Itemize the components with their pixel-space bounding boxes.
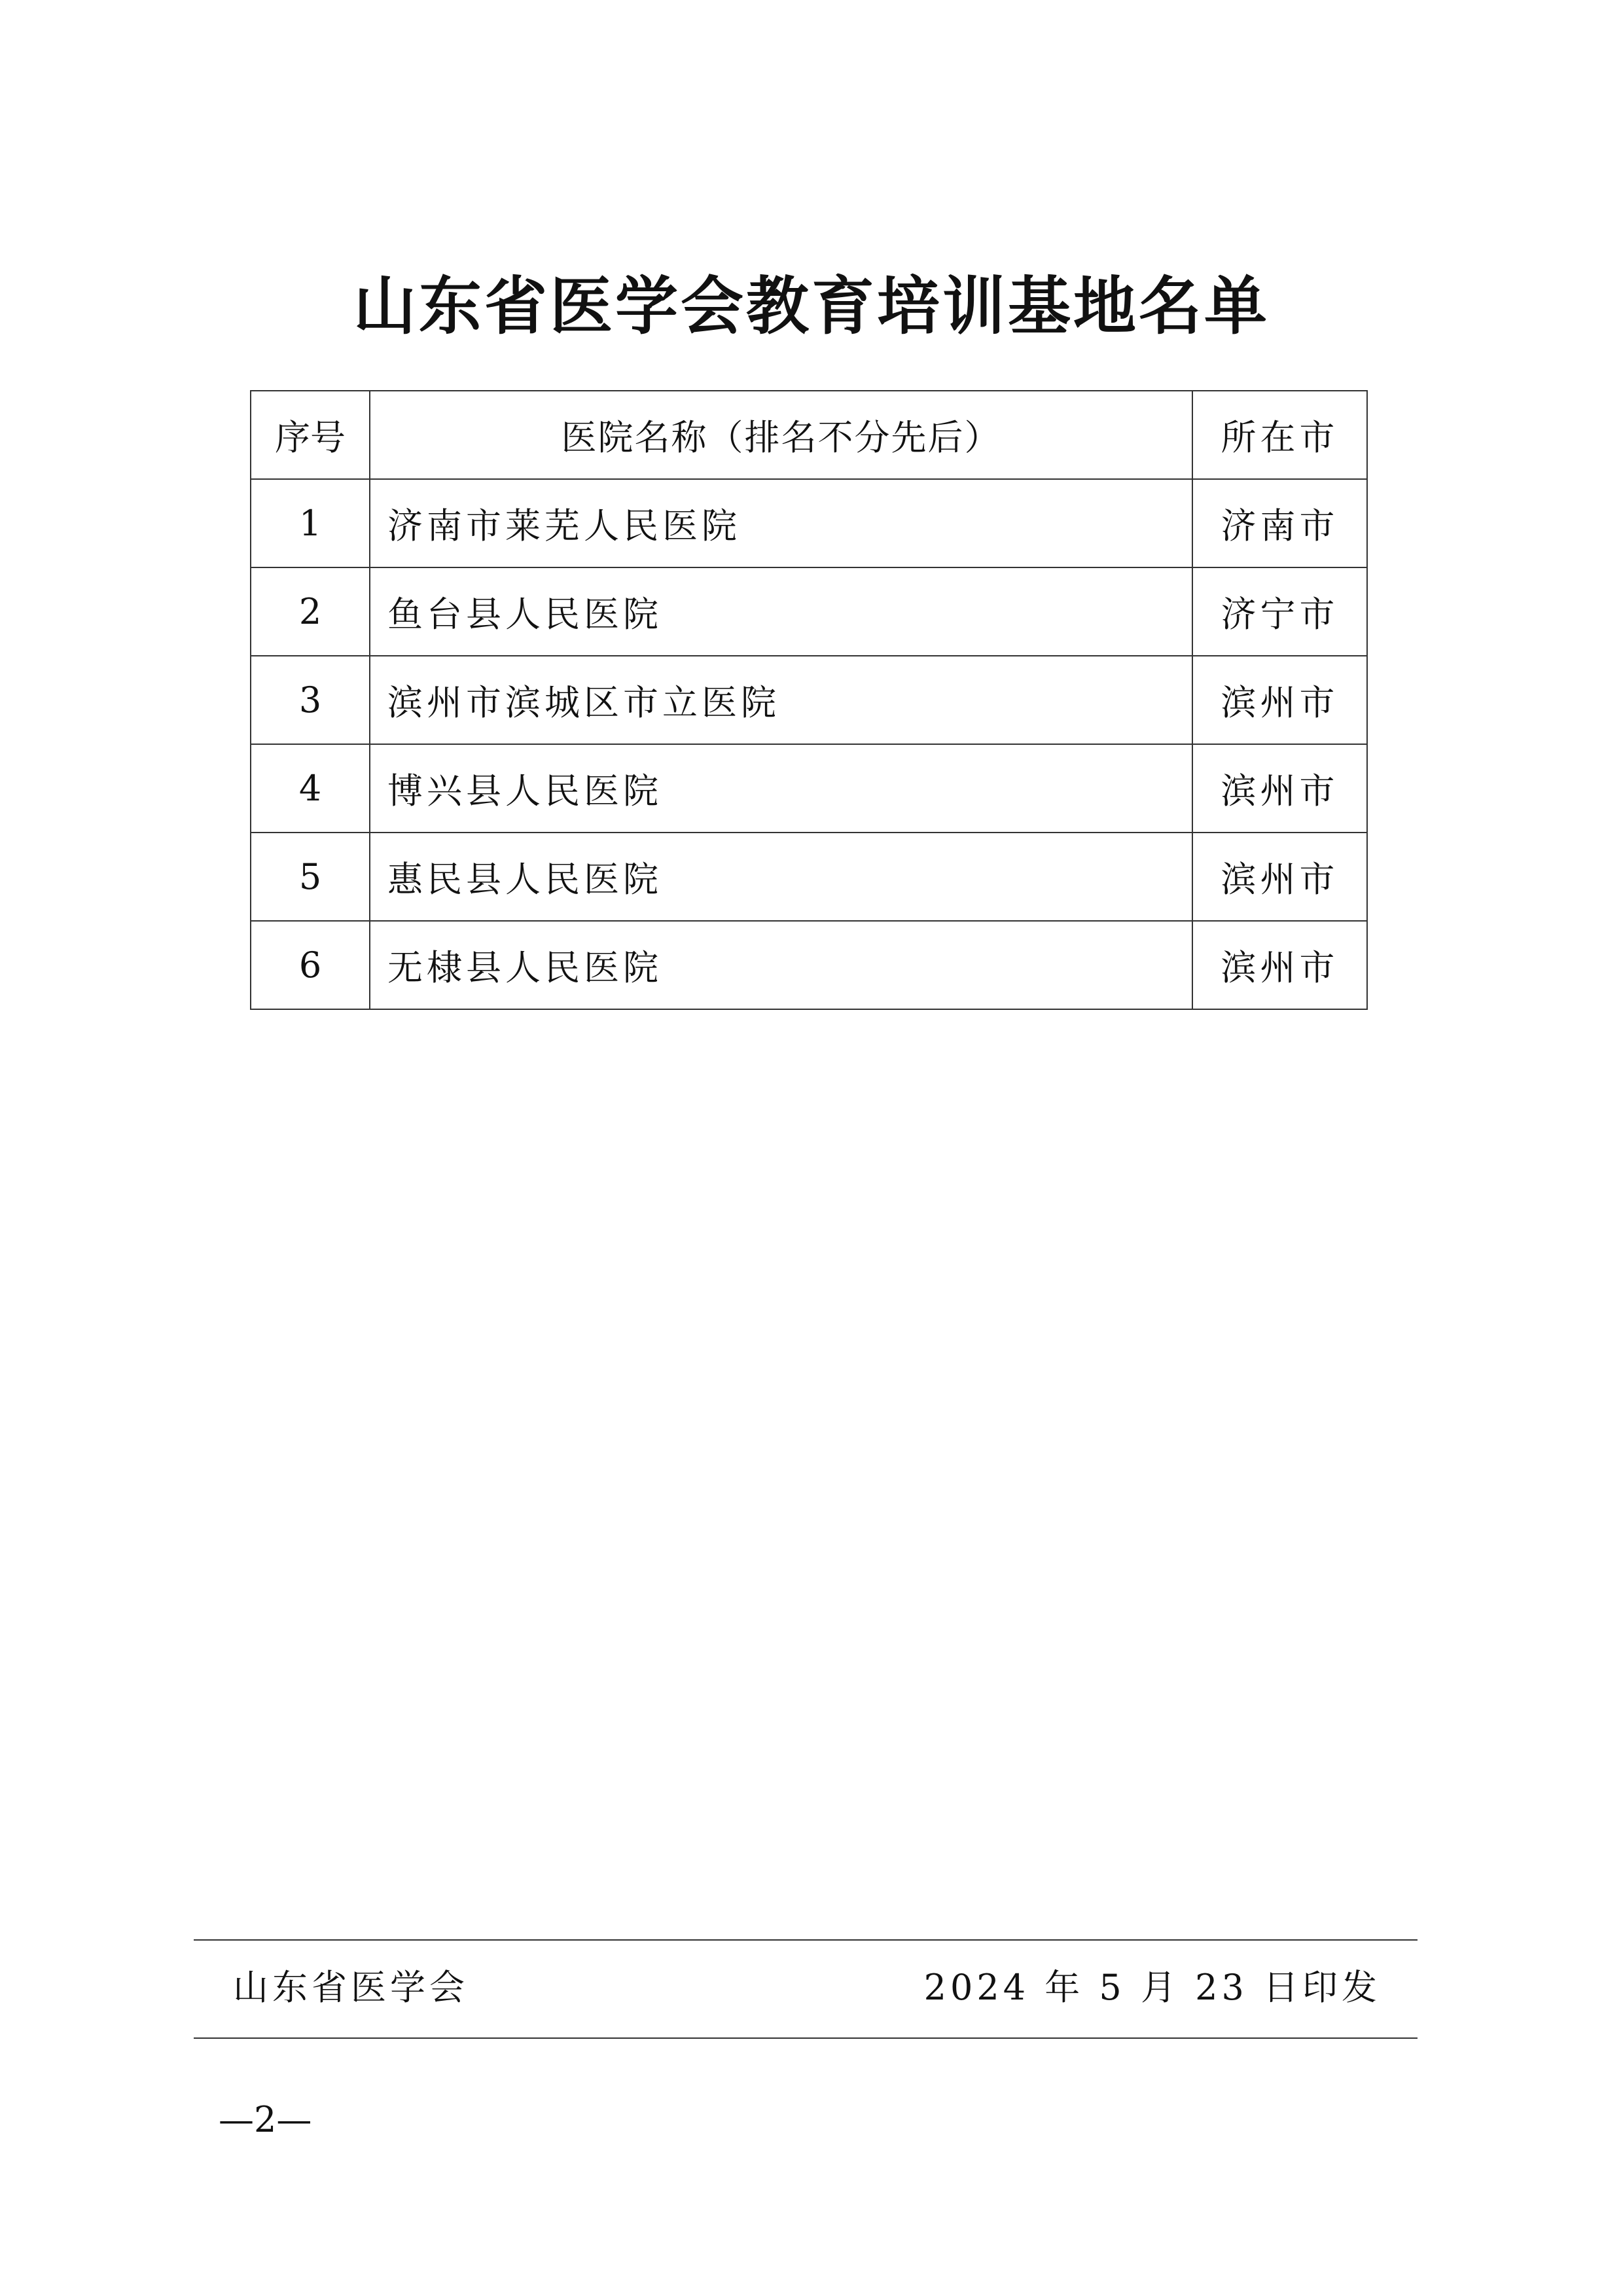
table-row bbox=[251, 833, 1367, 921]
document-title: 山东省医学会教育培训基地名单 bbox=[353, 269, 1270, 343]
footer-date: 2024 年 5 月 23 日印发 bbox=[923, 1967, 1381, 2008]
row-city: 滨州市 bbox=[1192, 744, 1367, 833]
page-number: —2— bbox=[219, 2099, 312, 2140]
footer-bottom-rule bbox=[194, 2037, 1418, 2039]
row-city: 滨州市 bbox=[1192, 921, 1367, 1009]
row-hospital-name: 鱼台县人民医院 bbox=[370, 567, 1192, 656]
table-row bbox=[251, 479, 1367, 567]
row-no: 2 bbox=[251, 567, 370, 656]
row-hospital-name: 济南市莱芜人民医院 bbox=[370, 479, 1192, 567]
row-no: 4 bbox=[251, 744, 370, 833]
row-hospital-name: 滨州市滨城区市立医院 bbox=[370, 656, 1192, 744]
row-city: 滨州市 bbox=[1192, 833, 1367, 921]
row-no: 5 bbox=[251, 833, 370, 921]
row-hospital-name: 无棣县人民医院 bbox=[370, 921, 1192, 1009]
row-city: 济宁市 bbox=[1192, 567, 1367, 656]
table-row bbox=[251, 567, 1367, 656]
training-base-table bbox=[250, 390, 1368, 1010]
row-city: 济南市 bbox=[1192, 479, 1367, 567]
header-no: 序号 bbox=[251, 391, 370, 479]
footer-issuer: 山东省医学会 bbox=[233, 1967, 469, 2008]
header-hospital-name: 医院名称（排名不分先后） bbox=[370, 391, 1192, 479]
header-city: 所在市 bbox=[1192, 391, 1367, 479]
row-city: 滨州市 bbox=[1192, 656, 1367, 744]
table-row bbox=[251, 744, 1367, 833]
row-no: 1 bbox=[251, 479, 370, 567]
row-hospital-name: 惠民县人民医院 bbox=[370, 833, 1192, 921]
footer-top-rule bbox=[194, 1939, 1418, 1941]
table-row bbox=[251, 921, 1367, 1009]
table-row bbox=[251, 656, 1367, 744]
row-no: 6 bbox=[251, 921, 370, 1009]
table-header-row bbox=[251, 391, 1367, 479]
row-hospital-name: 博兴县人民医院 bbox=[370, 744, 1192, 833]
row-no: 3 bbox=[251, 656, 370, 744]
